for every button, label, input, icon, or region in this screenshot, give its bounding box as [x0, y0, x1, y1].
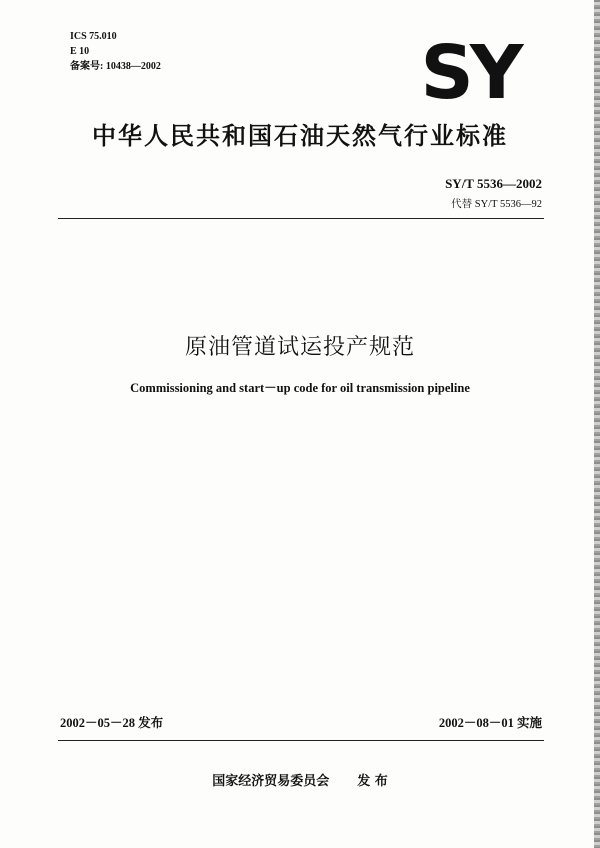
ccs-code: E 10 [70, 46, 90, 57]
header-divider [58, 218, 544, 219]
ics-code: ICS 75.010 [70, 31, 117, 42]
footer-divider [58, 740, 544, 741]
org-title: 中华人民共和国石油天然气行业标准 [92, 122, 508, 150]
implementation-date: 2002－08－01 实施 [438, 716, 542, 730]
record-number: 备案号: 10438—2002 [70, 61, 161, 72]
issuer-line [0, 770, 600, 789]
issuer-name: 国家经济贸易委员会 [212, 774, 330, 789]
issuer-action: 发 布 [357, 774, 388, 789]
sy-logo [410, 34, 530, 106]
replaces-standard: 代替 SY/T 5536—92 [451, 199, 542, 210]
issue-date: 2002－05－28 发布 [60, 716, 164, 730]
standard-number: SY/T 5536—2002 [445, 176, 542, 191]
document-title-cn: 原油管道试运投产规范 [184, 335, 415, 360]
scan-edge-artifact [594, 0, 600, 848]
svg-text:SY: SY [420, 34, 520, 106]
document-title-en: Commissioning and start－up code for oil transmission pipeline [130, 381, 470, 395]
